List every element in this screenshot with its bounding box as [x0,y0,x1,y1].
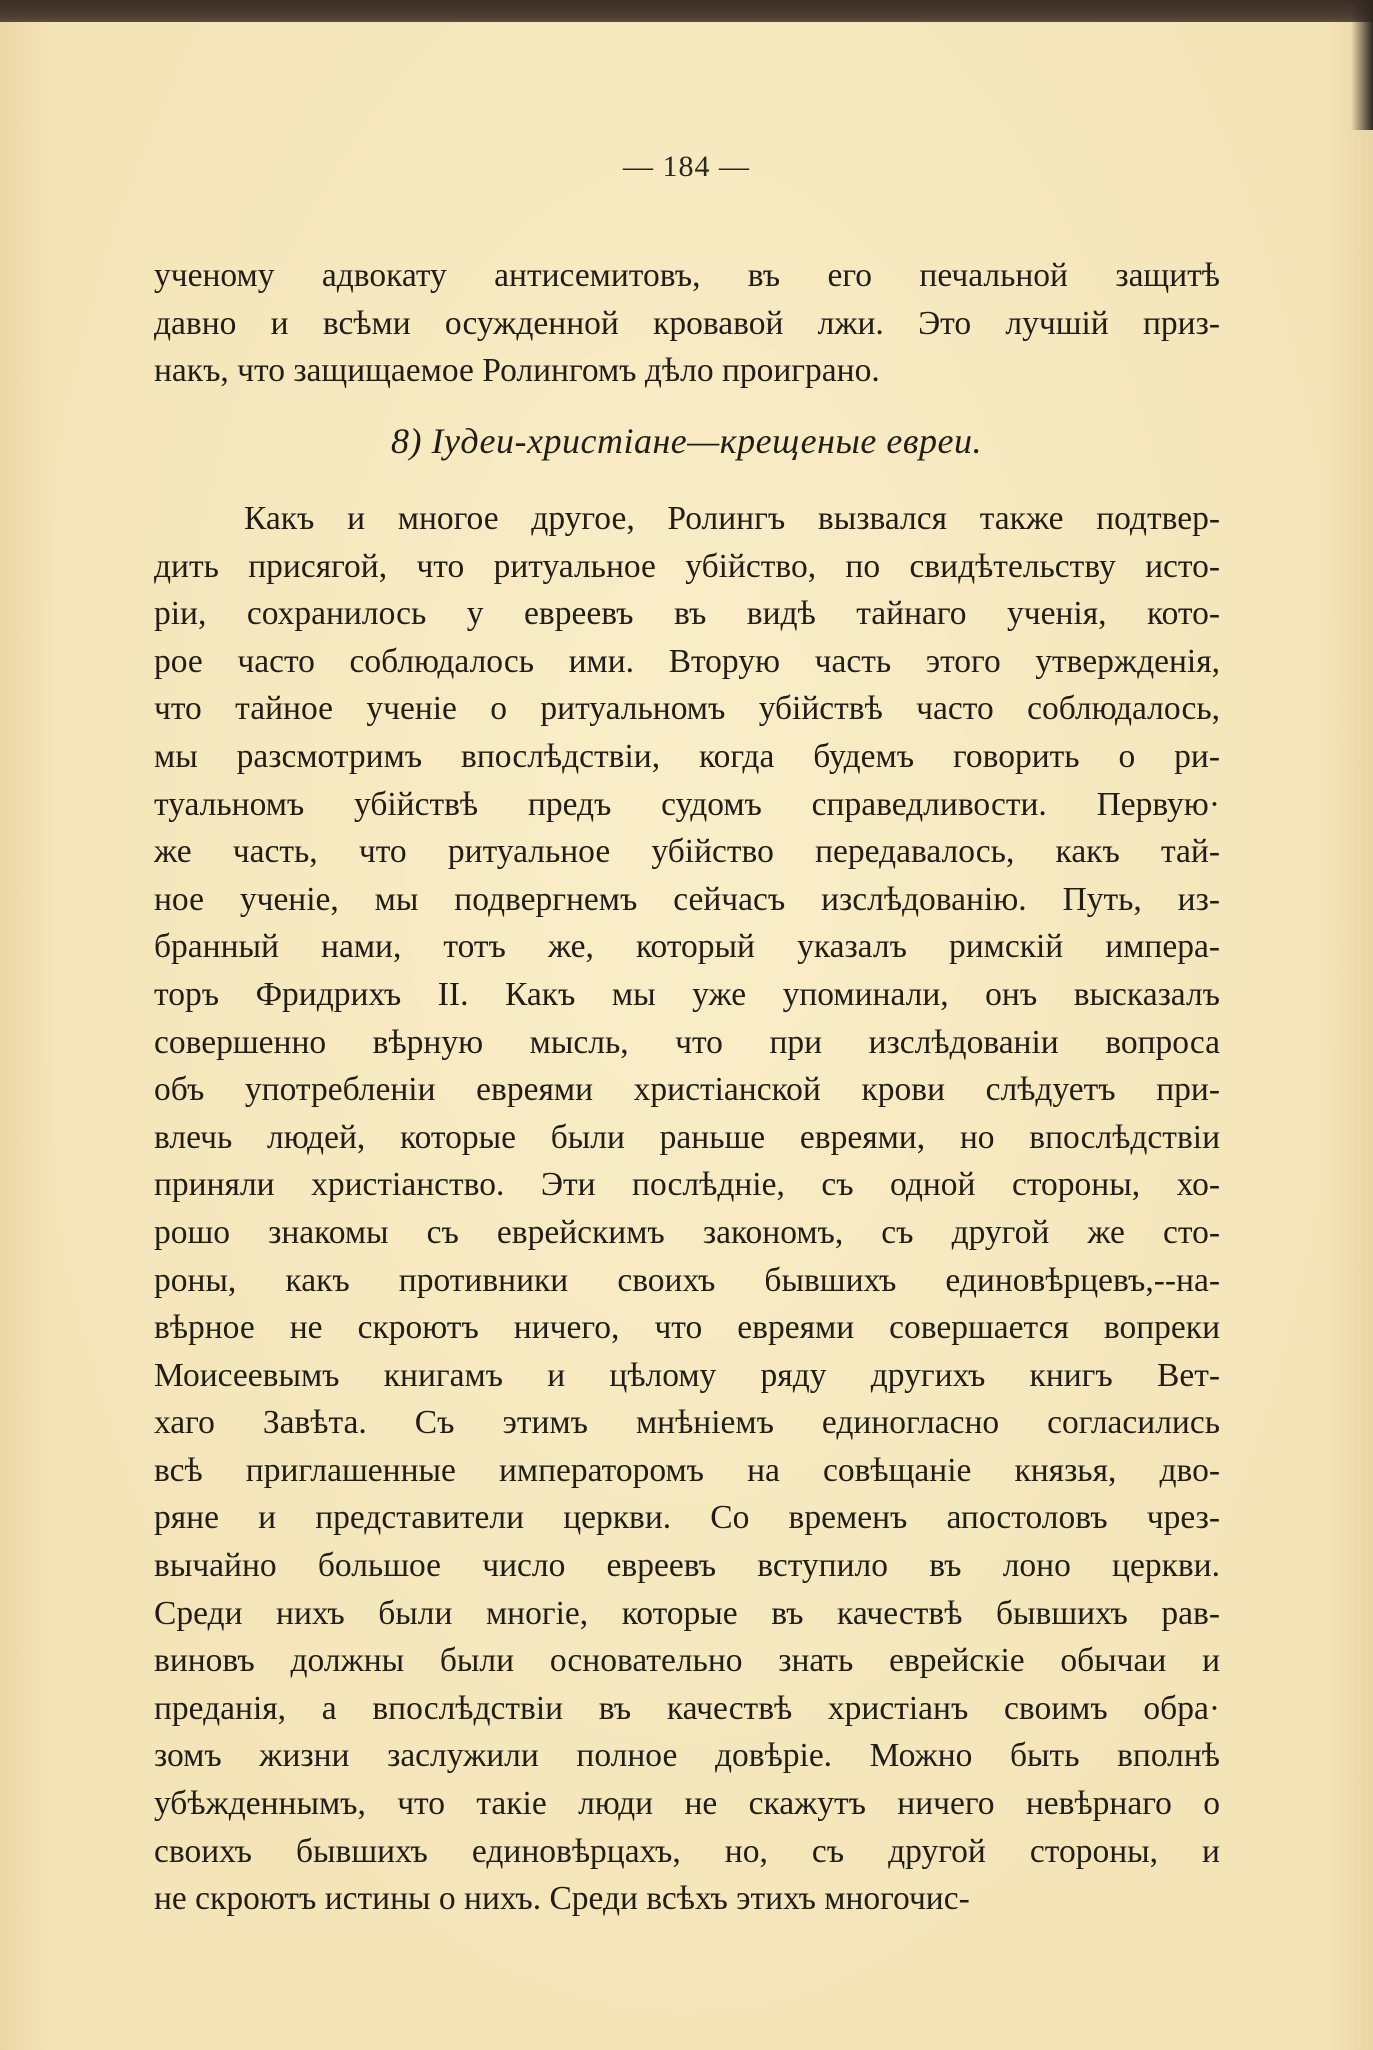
text-line: убѣжденнымъ, что такіе люди не скажутъ ничего невѣрнаго о [154,1785,1220,1823]
text-line: что тайное ученіе о ритуальномъ убійствѣ часто соблюдалось, [154,690,1220,728]
text-line: Среди нихъ были многіе, которые въ качествѣ бывшихъ рав- [154,1594,1220,1632]
text-line: приняли христіанство. Эти послѣдніе, съ одной стороны, хо- [154,1166,1220,1204]
text-line: роны, какъ противники своихъ бывшихъ единовѣрцевъ,--на- [154,1261,1220,1299]
text-line: торъ Фридрихъ II. Какъ мы уже упоминали, онъ высказалъ [154,975,1220,1013]
text-line: хаго Завѣта. Съ этимъ мнѣніемъ единогласно согласились [154,1404,1220,1442]
text-line: не скроютъ истины о нихъ. Среди всѣхъ этихъ многочис- [154,1880,970,1918]
text-line: накъ, что защищаемое Ролингомъ дѣло проиграно. [154,352,880,390]
section-heading: 8) Іудеи-христіане—крещеные евреи. [391,421,982,461]
text-line: ріи, сохранилось у евреевъ въ видѣ тайнаго ученія, кото- [154,595,1220,633]
intro-paragraph [154,252,1220,395]
text-line: ученому адвокату антисемитовъ, въ его печальной защитѣ [154,257,1220,294]
text-line: совершенно вѣрную мысль, что при изслѣдованіи вопроса [154,1023,1220,1061]
text-line: вычайно большое число евреевъ вступило въ лоно церкви. [154,1547,1220,1585]
text-line: вѣрное не скроютъ ничего, что евреями совершается вопреки [154,1309,1220,1347]
text-line: ное ученіе, мы подвергнемъ сейчасъ изслѣдованію. Путь, из- [154,880,1220,918]
text-line: Какъ и многое другое, Ролингъ вызвался также подтвер- [244,500,1220,537]
text-line: же часть, что ритуальное убійство передавалось, какъ тай- [154,833,1220,871]
text-line: преданія, а впослѣдствіи въ качествѣ христіанъ своимъ обра· [154,1689,1220,1727]
text-line: своихъ бывшихъ единовѣрцахъ, но, съ другой стороны, и [154,1832,1220,1870]
text-line: объ употребленіи евреями христіанской крови слѣдуетъ при- [154,1071,1220,1109]
text-line: Моисеевымъ книгамъ и цѣлому ряду другихъ книгъ Вет- [154,1356,1220,1394]
page-right-edge [1351,0,1373,130]
text-line: туальномъ убійствѣ предъ судомъ справедливости. Первую· [154,785,1220,823]
text-line: мы разсмотримъ впослѣдствіи, когда будемъ говорить о ри- [154,737,1220,775]
text-line: рошо знакомы съ еврейскимъ закономъ, съ другой же сто- [154,1213,1220,1251]
text-line: бранный нами, тотъ же, который указалъ римскій импера- [154,928,1220,966]
text-line: виновъ должны были основательно знать еврейскіе обычаи и [154,1642,1220,1680]
text-line: рое часто соблюдалось ими. Вторую часть этого утвержденія, [154,642,1220,680]
text-line: всѣ приглашенные императоромъ на совѣщаніе князья, дво- [154,1451,1220,1489]
text-line: зомъ жизни заслужили полное довѣріе. Можно быть вполнѣ [154,1737,1220,1775]
text-line: дить присягой, что ритуальное убійство, по свидѣтельству исто- [154,547,1220,585]
text-line: ряне и представители церкви. Со временъ апостоловъ чрез- [154,1499,1220,1537]
body-paragraph [154,495,1220,1923]
text-line: давно и всѣми осужденной кровавой лжи. Это лучшій приз- [154,304,1220,342]
text-line: влечь людей, которые были раньше евреями, но впослѣдствіи [154,1118,1220,1156]
page-number: — 184 — [623,150,750,183]
